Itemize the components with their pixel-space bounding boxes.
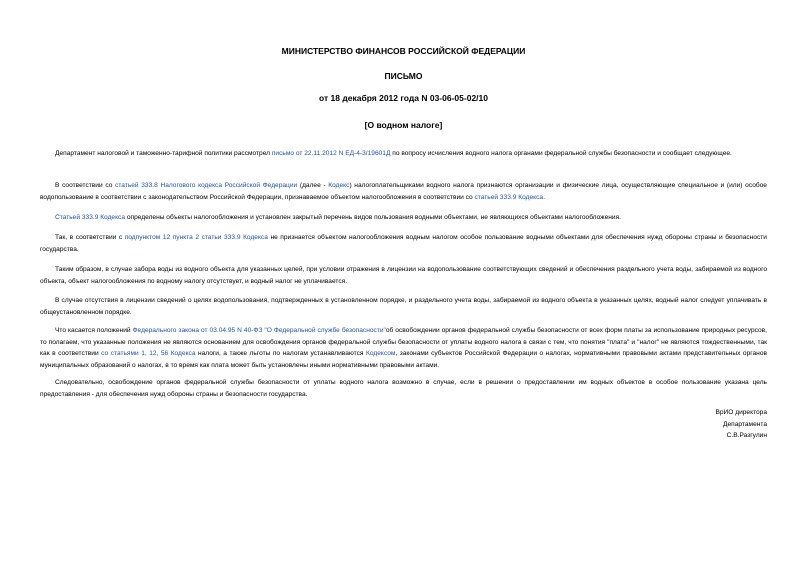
date-number-heading: от 18 декабря 2012 года N 03-06-05-02/10 (319, 93, 488, 103)
p2-text-2: (далее - (297, 182, 329, 189)
p3-text-1: определены объекты налогообложения и установлен закрытый перечень видов пользования водными объектами, не являющихся объектами налогообложения. (125, 214, 621, 221)
signature-name: С.В.Разгулин (726, 432, 767, 439)
article-333-8-link[interactable]: статьей 333.8 Налогового кодекса Российской Федерации (115, 182, 298, 189)
paragraph-1 (40, 148, 767, 160)
paragraph-6 (40, 295, 767, 318)
signature-department: Департамента (723, 420, 767, 428)
federal-law-link[interactable]: Федерального закона от 03.04.95 N 40-ФЗ "О Федеральной службе безопасности" (132, 327, 386, 334)
p1-text-2: по вопросу исчисления водного налога органами федеральной службы безопасности и сообщает следующее. (390, 150, 732, 157)
p2-text-1: В соответствии со (55, 182, 116, 189)
subject-heading: [О водном налоге] (364, 120, 443, 130)
p7-text-3: налоги, а также льготы по налогам устанавливаются (195, 350, 366, 357)
paragraph-4 (40, 232, 767, 255)
p4-text-1: Так, в соответствии с (55, 234, 125, 241)
article-333-9-link-2[interactable]: Статьей 333.9 Кодекса (55, 214, 126, 221)
p4-text-2: не признается объектом налогообложения водным налогом особое пользование водными объектами для обеспечения нужд обороны страны и безопасности государства. (40, 234, 767, 253)
article-333-9-link[interactable]: статьей 333.9 Кодекса (474, 193, 544, 201)
signature-block (567, 407, 767, 442)
paragraph-3 (40, 212, 767, 224)
paragraph-8 (40, 377, 767, 400)
p2-text-3: ) налогоплательщиками водного налога признаются организации и физические лица, осуществляющие специальное и (или) особое водопользование в соответствии с законодательством Российской Федерации, признаваемое объектом налогообложения в соответствии со (40, 182, 767, 201)
p7-text-1: Что касается положений (55, 327, 133, 334)
ministry-heading: МИНИСТЕРСТВО ФИНАНСОВ РОССИЙСКОЙ ФЕДЕРАЦИИ (281, 46, 526, 56)
code-link-2[interactable]: Кодексом (365, 350, 396, 357)
p8-text-1: Следовательно, освобождение органов федеральной службы безопасности от уплаты водного налога возможно в случае, если в решении о предоставлении им водных объектов в особое пользование указана цель предоставления - для обеспечения нужд обороны страны и безопасности государства. (40, 379, 767, 398)
p1-text-1: Департамент налоговой и таможенно-тарифной политики рассмотрел (55, 150, 272, 157)
p6-text-1: В случае отсутствия в лицензии сведений о целях водопользования, подтвержденных в установленном порядке, и раздельного учета воды, забираемой из водного объекта в указанных целях, водный налог следует уплачивать в общеустановленном порядке. (40, 297, 767, 316)
p7-text-4: , законами субъектов Российской Федерации о налогах, нормативными правовыми актами представительных органов муниципальных образований о налогах, в то время как плата может быть установлены иными нормативными правовыми актами. (40, 350, 767, 369)
articles-1-12-56-link[interactable]: со статьями 1, 12, 56 Кодекса (101, 350, 196, 357)
paragraph-7 (40, 325, 767, 371)
subparagraph-12-link[interactable]: подпунктом 12 пункта 2 статьи 333.9 Кодекса (124, 234, 268, 241)
p5-text-1: Таким образом, в случае забора воды из водного объекта для указанных целей, при условии отражения в лицензии на водопользование соответствующих сведений и обеспечения раздельного учета воды, забираемой из водного объекта, объект налогообложения по водному налогу отсутствует, и водный налог не уплачивается. (40, 266, 767, 285)
letter-link[interactable]: письмо от 22.11.2012 N ЕД-4-3/19601Д (271, 150, 391, 157)
paragraph-5 (40, 264, 767, 287)
paragraph-2 (40, 180, 767, 203)
signature-title: ВрИО директора (715, 409, 767, 416)
p7-text-2: об освобождении органов федеральной службы безопасности от всех форм платы за использование природных ресурсов, то полагаем, что указанные положения не являются основанием для освобождения органов федеральной службы безопасности от уплаты водного налога в связи с тем, что понятия "плата" и "налог" не являются тождественными, так как в соответствии (40, 327, 767, 357)
code-link[interactable]: Кодекс (328, 182, 350, 189)
p2-text-4: . (543, 193, 545, 201)
doc-type-heading: ПИСЬМО (384, 71, 423, 81)
